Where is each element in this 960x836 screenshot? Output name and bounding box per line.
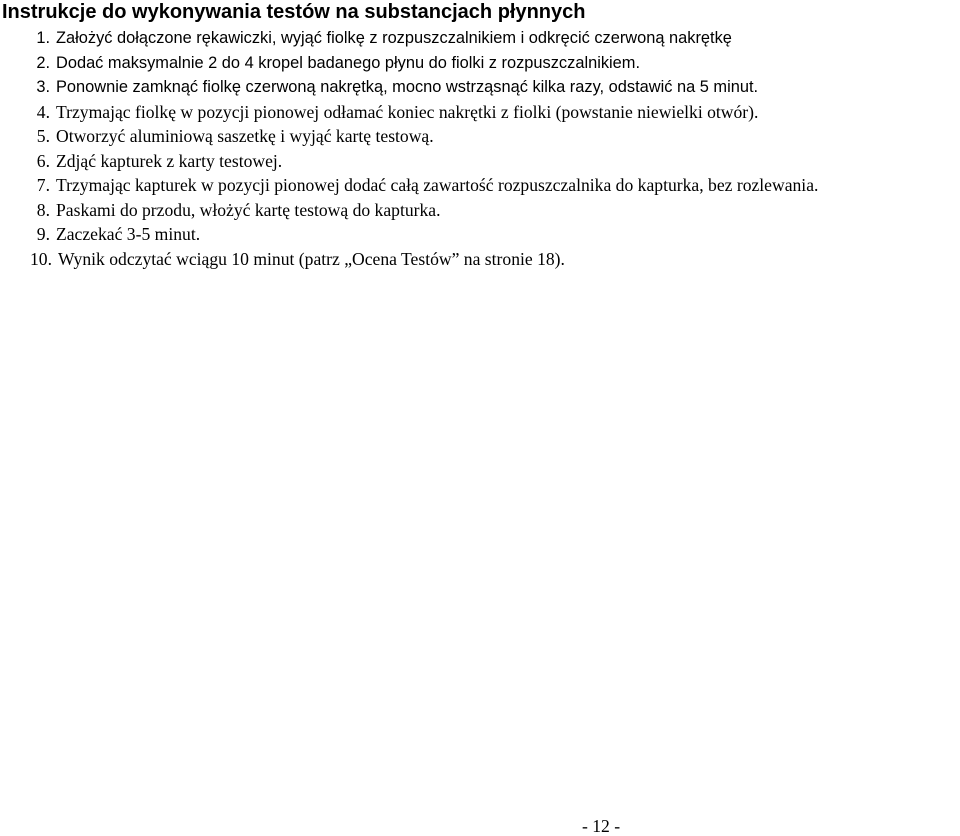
step-number: 2.	[36, 53, 50, 72]
step-number: 5.	[36, 126, 50, 146]
page-number: - 12 -	[582, 816, 621, 836]
step-number: 4.	[36, 101, 50, 122]
list-item	[0, 124, 818, 149]
step-number: 9.	[36, 224, 50, 244]
step-text: Ponownie zamknąć fiolkę czerwoną nakrętką, mocno wstrząsnąć kilka razy, odstawić na 5 minut.	[56, 78, 759, 96]
document-title: Instrukcje do wykonywania testów na substancjach płynnych	[2, 1, 586, 23]
step-text: Zdjąć kapturek z karty testowej.	[56, 150, 283, 171]
step-text: Trzymając fiolkę w pozycji pionowej odłamać koniec nakrętki z fiolki (powstanie niewielki otwór).	[56, 101, 759, 122]
list-item	[0, 173, 818, 198]
step-number: 7.	[36, 175, 50, 195]
list-item	[0, 51, 818, 76]
step-text: Zaczekać 3-5 minut.	[56, 224, 201, 244]
list-item	[0, 222, 818, 247]
list-item	[0, 75, 818, 100]
list-item	[0, 247, 818, 272]
step-text: Założyć dołączone rękawiczki, wyjąć fiolkę z rozpuszczalnikiem i odkręcić czerwoną nakrętkę	[56, 29, 732, 47]
step-text: Paskami do przodu, włożyć kartę testową do kapturka.	[56, 199, 441, 220]
step-text: Wynik odczytać wciągu 10 minut (patrz „Ocena Testów” na stronie 18).	[58, 248, 565, 269]
step-number: 10.	[30, 248, 52, 269]
step-number: 3.	[36, 78, 50, 96]
list-item	[0, 198, 818, 223]
step-text: Trzymając kapturek w pozycji pionowej dodać całą zawartość rozpuszczalnika do kapturka, bez rozlewania.	[56, 175, 819, 195]
instruction-list	[0, 26, 818, 271]
step-text: Dodać maksymalnie 2 do 4 kropel badanego płynu do fiolki z rozpuszczalnikiem.	[56, 53, 640, 72]
step-number: 8.	[36, 199, 50, 220]
step-number: 6.	[36, 150, 50, 171]
list-item	[0, 149, 818, 174]
list-item	[0, 100, 818, 125]
step-number: 1.	[36, 29, 50, 47]
list-item	[0, 26, 818, 51]
step-text: Otworzyć aluminiową saszetkę i wyjąć kartę testową.	[56, 126, 434, 146]
